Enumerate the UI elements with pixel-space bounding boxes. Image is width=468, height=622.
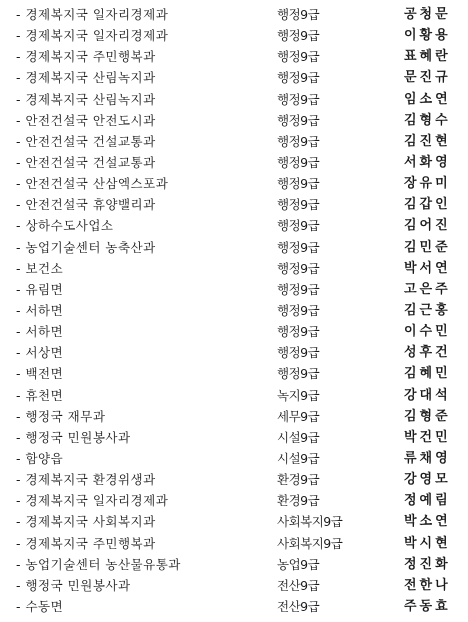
person-name: 박서연: [404, 260, 451, 276]
department-text: - 경제복지국 산림녹지과: [16, 70, 156, 86]
grade-text: 환경9급: [277, 493, 320, 509]
department-text: - 경제복지국 사회복지과: [16, 514, 156, 530]
grade-text: 행정9급: [277, 260, 320, 276]
department-text: - 안전건설국 산삼엑스포과: [16, 176, 169, 192]
list-item: [0, 152, 468, 173]
list-item: [0, 511, 468, 532]
person-name: 표혜란: [404, 49, 451, 65]
department-text: - 안전건설국 건설교통과: [16, 133, 156, 149]
person-name: 주동효: [404, 598, 451, 614]
department-text: - 유림면: [16, 281, 64, 297]
person-name: 김어진: [404, 218, 451, 234]
grade-text: 행정9급: [277, 133, 320, 149]
department-text: - 행정국 민원봉사과: [16, 429, 131, 445]
department-text: - 경제복지국 주민행복과: [16, 49, 156, 65]
grade-text: 행정9급: [277, 154, 320, 170]
department-text: - 안전건설국 안전도시과: [16, 112, 156, 128]
department-text: - 서하면: [16, 324, 64, 340]
list-item: [0, 237, 468, 258]
person-name: 박건민: [404, 429, 451, 445]
grade-text: 행정9급: [277, 176, 320, 192]
person-name: 김근홍: [404, 302, 451, 318]
department-text: - 보건소: [16, 260, 64, 276]
person-name: 이수민: [404, 324, 451, 340]
grade-text: 농업9급: [277, 556, 320, 572]
department-text: - 행정국 민원봉사과: [16, 577, 131, 593]
grade-text: 전산9급: [277, 598, 320, 614]
grade-text: 행정9급: [277, 281, 320, 297]
list-item: [0, 110, 468, 131]
person-name: 강대석: [404, 387, 451, 403]
grade-text: 행정9급: [277, 345, 320, 361]
list-item: [0, 427, 468, 448]
list-item: [0, 194, 468, 215]
department-text: - 행정국 재무과: [16, 408, 106, 424]
list-item: [0, 448, 468, 469]
person-name: 장유미: [404, 176, 451, 192]
department-text: - 수동면: [16, 598, 64, 614]
list-item: [0, 300, 468, 321]
list-item: [0, 67, 468, 88]
grade-text: 행정9급: [277, 28, 320, 44]
grade-text: 행정9급: [277, 218, 320, 234]
grade-text: 행정9급: [277, 7, 320, 22]
list-item: [0, 321, 468, 342]
grade-text: 사회복지9급: [277, 535, 343, 551]
grade-text: 세무9급: [277, 408, 320, 424]
grade-text: 행정9급: [277, 197, 320, 213]
list-item: [0, 533, 468, 554]
department-text: - 농업기술센터 농축산과: [16, 239, 156, 255]
grade-text: 행정9급: [277, 324, 320, 340]
person-name: 서화영: [404, 154, 451, 170]
department-text: - 상하수도사업소: [16, 218, 114, 234]
list-item: [0, 342, 468, 363]
list-item: [0, 406, 468, 427]
list-item: [0, 596, 468, 617]
person-name: 김혜민: [404, 366, 451, 382]
department-text: - 백전면: [16, 366, 64, 382]
list-item: [0, 575, 468, 596]
grade-text: 녹지9급: [277, 387, 320, 403]
personnel-list: [0, 4, 468, 617]
grade-text: 행정9급: [277, 112, 320, 128]
person-name: 정예림: [404, 493, 451, 509]
department-text: - 경제복지국 일자리경제과: [16, 7, 169, 22]
person-name: 이황용: [404, 28, 451, 44]
department-text: - 경제복지국 주민행복과: [16, 535, 156, 551]
grade-text: 행정9급: [277, 239, 320, 255]
department-text: - 경제복지국 산림녹지과: [16, 91, 156, 107]
department-text: - 안전건설국 건설교통과: [16, 154, 156, 170]
department-text: - 안전건설국 휴양밸리과: [16, 197, 156, 213]
list-item: [0, 215, 468, 236]
grade-text: 행정9급: [277, 302, 320, 318]
list-item: [0, 173, 468, 194]
department-text: - 경제복지국 환경위생과: [16, 472, 156, 488]
grade-text: 전산9급: [277, 577, 320, 593]
list-item: [0, 385, 468, 406]
grade-text: 행정9급: [277, 91, 320, 107]
person-name: 김민준: [404, 239, 451, 255]
list-item: [0, 554, 468, 575]
grade-text: 시설9급: [277, 450, 320, 466]
list-item: [0, 4, 468, 25]
department-text: - 휴천면: [16, 387, 64, 403]
person-name: 김형수: [404, 112, 451, 128]
list-item: [0, 131, 468, 152]
person-name: 류채영: [404, 450, 451, 466]
grade-text: 행정9급: [277, 70, 320, 86]
person-name: 김형준: [404, 408, 451, 424]
department-text: - 서상면: [16, 345, 64, 361]
grade-text: 시설9급: [277, 429, 320, 445]
grade-text: 사회복지9급: [277, 514, 343, 530]
person-name: 박시현: [404, 535, 451, 551]
department-text: - 경제복지국 일자리경제과: [16, 28, 169, 44]
list-item: [0, 25, 468, 46]
grade-text: 행정9급: [277, 49, 320, 65]
grade-text: 환경9급: [277, 472, 320, 488]
list-item: [0, 490, 468, 511]
grade-text: 행정9급: [277, 366, 320, 382]
person-name: 전한나: [404, 577, 451, 593]
department-text: - 경제복지국 일자리경제과: [16, 493, 169, 509]
person-name: 정진화: [404, 556, 451, 572]
person-name: 김진현: [404, 133, 451, 149]
person-name: 성후건: [404, 345, 451, 361]
person-name: 박소연: [404, 514, 451, 530]
list-item: [0, 258, 468, 279]
person-name: 김갑인: [404, 197, 451, 213]
person-name: 공청문: [404, 7, 451, 22]
department-text: - 서하면: [16, 302, 64, 318]
department-text: - 농업기술센터 농산물유통과: [16, 556, 181, 572]
department-text: - 함양읍: [16, 450, 64, 466]
list-item: [0, 363, 468, 384]
person-name: 강영모: [404, 472, 451, 488]
list-item: [0, 469, 468, 490]
person-name: 문진규: [404, 70, 451, 86]
person-name: 고은주: [404, 281, 451, 297]
person-name: 임소연: [404, 91, 451, 107]
list-item: [0, 46, 468, 67]
list-item: [0, 279, 468, 300]
list-item: [0, 89, 468, 110]
